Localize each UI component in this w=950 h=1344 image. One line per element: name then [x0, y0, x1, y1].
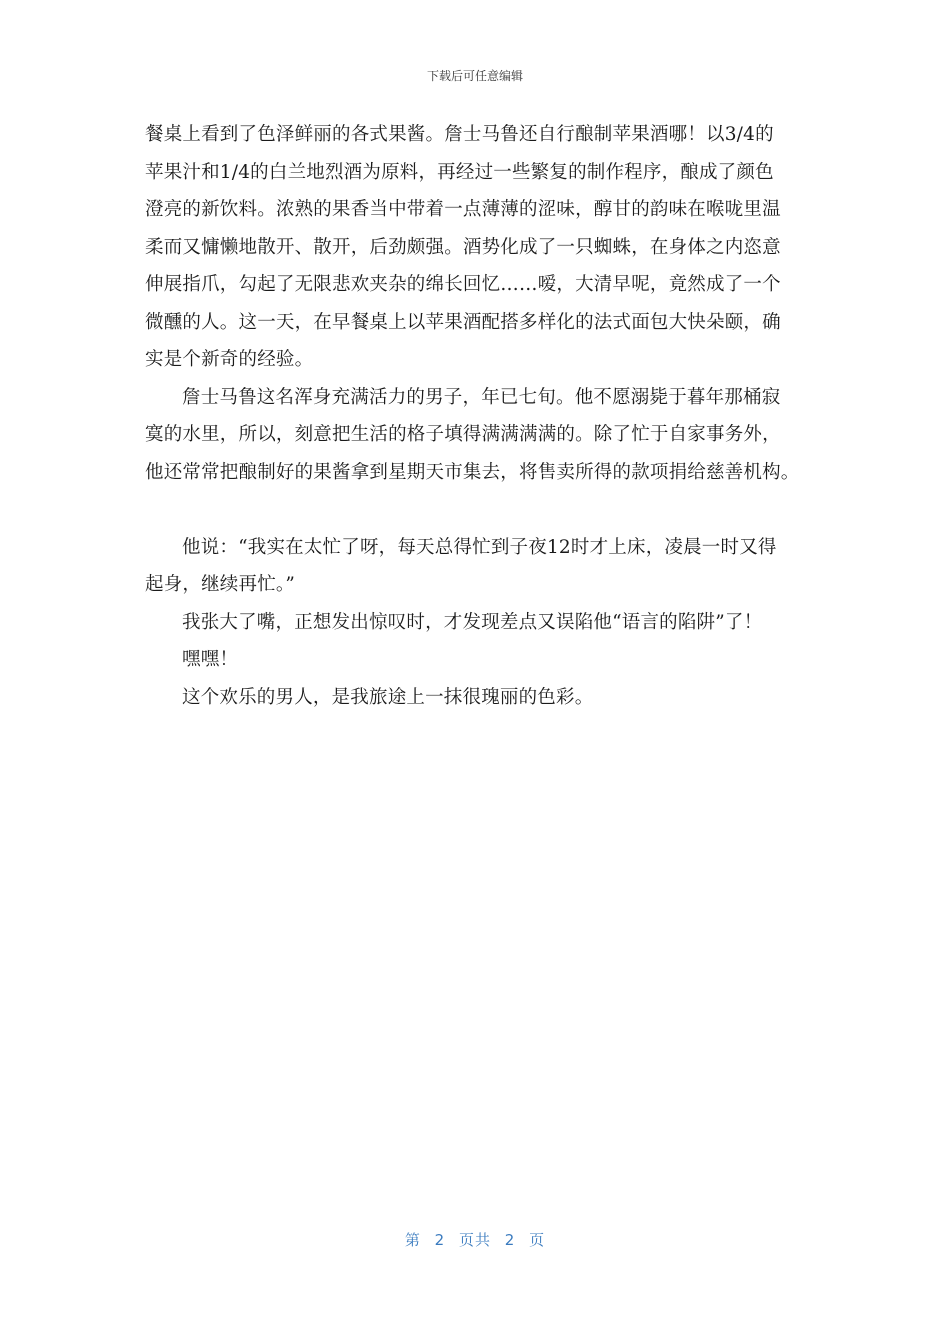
text-line: 这个欢乐的男人，是我旅途上一抹很瑰丽的色彩。 [182, 686, 594, 708]
page-end-label: 页 [529, 1231, 546, 1249]
text-line: 我张大了嘴，正想发出惊叹时，才发现差点又误陷他“语言的陷阱”了！ [182, 611, 763, 633]
text-line: 詹士马鲁这名浑身充满活力的男子，年已七旬。他不愿溺毙于暮年那桶寂 [182, 386, 781, 408]
page-of-label: 页共 [458, 1231, 491, 1249]
document-body [145, 116, 805, 716]
text-line: 实是个新奇的经验。 [145, 349, 314, 370]
current-page-number: 2 [434, 1231, 446, 1249]
text-line: 嘿嘿！ [182, 649, 239, 670]
text-line: 柔而又慵懒地散开、散开，后劲颇强。酒势化成了一只蜘蛛，在身体之内恣意 [145, 236, 781, 258]
text-line: 寞的水里，所以，刻意把生活的格子填得满满满满的。除了忙于自家事务外， [145, 424, 781, 445]
text-line: 微醺的人。这一天，在早餐桌上以苹果酒配搭多样化的法式面包大快朵颐，确 [145, 311, 781, 333]
text-line: 苹果汁和1/4的白兰地烈酒为原料，再经过一些繁复的制作程序，酿成了颜色 [145, 161, 774, 183]
total-pages-number: 2 [504, 1231, 516, 1249]
paragraph-spacer [145, 491, 805, 529]
text-line: 澄亮的新饮料。浓熟的果香当中带着一点薄薄的涩味，醇甘的韵味在喉咙里温 [145, 199, 781, 220]
page-label: 第 [404, 1231, 421, 1249]
page-header: 下载后可任意编辑 [426, 69, 523, 83]
text-line: 餐桌上看到了色泽鲜丽的各式果酱。詹士马鲁还自行酿制苹果酒哪！以3/4的 [145, 124, 774, 145]
text-line: 起身，继续再忙。” [145, 574, 296, 595]
text-line: 伸展指爪，勾起了无限悲欢夹杂的绵长回忆……嗳，大清早呢，竟然成了一个 [145, 274, 781, 295]
text-line: 他还常常把酿制好的果酱拿到星期天市集去，将售卖所得的款项捐给慈善机构。 [145, 461, 800, 483]
page-footer [0, 1229, 950, 1250]
text-line: 他说：“我实在太忙了呀，每天总得忙到子夜12时才上床，凌晨一时又得 [182, 536, 777, 558]
